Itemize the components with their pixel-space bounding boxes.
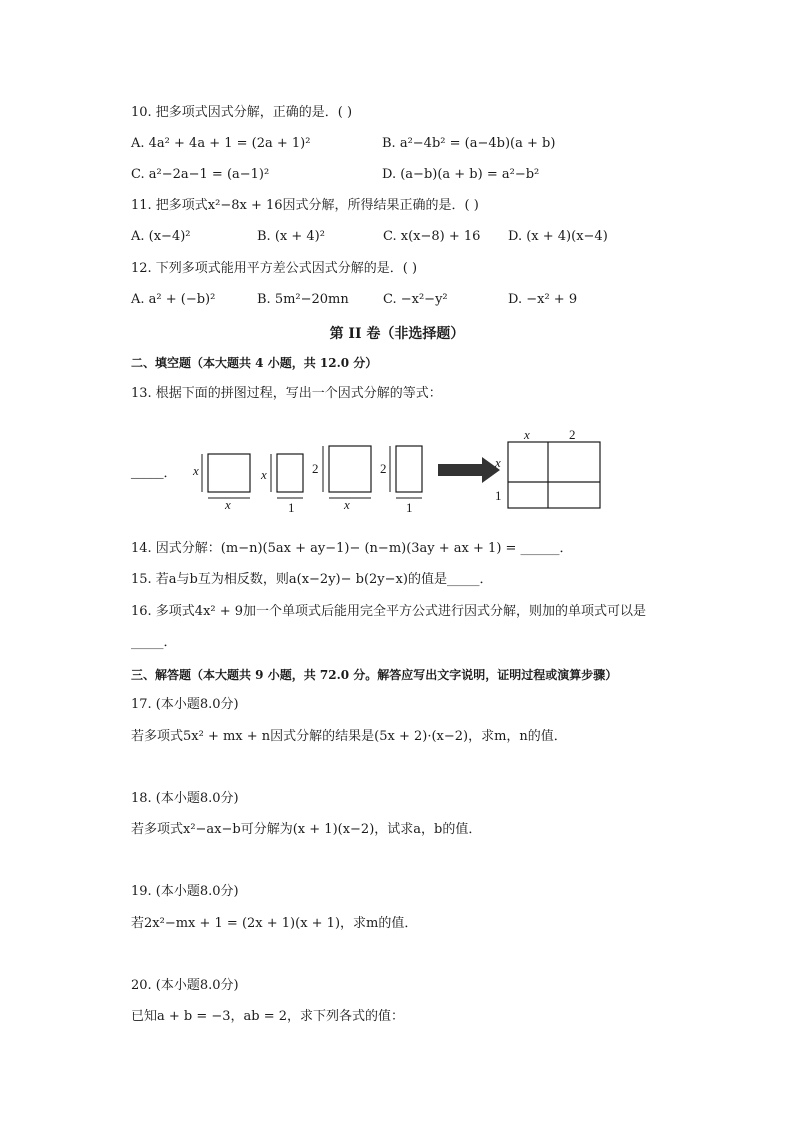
dim-label-2: 2 <box>312 461 319 476</box>
q11-option-b: B. (x + 4)² <box>257 229 325 244</box>
q10-option-b: B. a²−4b² = (a−4b)(a + b) <box>382 136 556 151</box>
rect-2-by-1 <box>396 446 422 492</box>
q11-option-d: D. (x + 4)(x−4) <box>508 229 608 244</box>
q12-option-b: B. 5m²−20mn <box>257 292 349 307</box>
q12-option-d: D. −x² + 9 <box>508 292 578 307</box>
dim-label-x: x <box>261 467 267 482</box>
dim-label-1: 1 <box>406 500 413 515</box>
side-label-x: x <box>495 455 501 470</box>
q19-body: 若2x²−mx + 1 = (2x + 1)(x + 1)，求m的值． <box>131 916 418 931</box>
q16-stem: 16. 多项式4x² + 9加一个单项式后能用完全平方公式进行因式分解，则加的单项式可以是 <box>131 604 647 619</box>
q15-stem: 15. 若a与b互为相反数，则a(x−2y)− b(2y−x)的值是_____． <box>131 572 493 587</box>
q20-body: 已知a + b = −3，ab = 2，求下列各式的值： <box>131 1009 405 1024</box>
q18-body: 若多项式x²−ax−b可分解为(x + 1)(x−2)，试求a，b的值． <box>131 822 482 837</box>
side-label-1: 1 <box>495 488 502 503</box>
q17-body: 若多项式5x² + mx + n因式分解的结果是(5x + 2)·(x−2)，求m，n的值． <box>131 729 567 744</box>
q13-puzzle-figure <box>0 420 794 520</box>
q11-option-c: C. x(x−8) + 16 <box>383 229 481 244</box>
q19-heading: 19. (本小题8.0分) <box>131 884 239 899</box>
top-label-x: x <box>524 427 530 442</box>
dim-label-x: x <box>344 497 350 512</box>
part2-title: 第 II 卷（非选择题） <box>329 326 465 342</box>
rect-x-by-1 <box>277 454 303 492</box>
q10-option-a: A. 4a² + 4a + 1 = (2a + 1)² <box>131 136 311 151</box>
dim-label-2: 2 <box>380 461 387 476</box>
q17-heading: 17. (本小题8.0分) <box>131 697 239 712</box>
section3-heading: 三、解答题（本大题共 9 小题，共 72.0 分。解答应写出文字说明，证明过程或演算步骤） <box>131 668 618 682</box>
dim-label-x: x <box>193 463 199 478</box>
section2-heading: 二、填空题（本大题共 4 小题，共 12.0 分） <box>131 356 378 370</box>
q16-blank: _____． <box>131 635 177 650</box>
dim-label-1: 1 <box>288 500 295 515</box>
q18-heading: 18. (本小题8.0分) <box>131 791 239 806</box>
q13-blank: _____． <box>131 465 177 480</box>
q10-stem: 10. 把多项式因式分解，正确的是．( ) <box>131 105 353 120</box>
top-label-2: 2 <box>569 427 576 442</box>
q12-stem: 12. 下列多项式能用平方差公式因式分解的是．( ) <box>131 261 418 276</box>
dim-label-x: x <box>225 497 231 512</box>
q10-option-d: D. (a−b)(a + b) = a²−b² <box>382 167 540 182</box>
q12-option-c: C. −x²−y² <box>383 292 448 307</box>
rect-2-by-x <box>329 446 371 492</box>
q11-stem: 11. 把多项式x²−8x + 16因式分解，所得结果正确的是．( ) <box>131 198 479 213</box>
q11-option-a: A. (x−4)² <box>131 229 191 244</box>
square-x-by-x <box>208 454 250 492</box>
q12-option-a: A. a² + (−b)² <box>131 292 216 307</box>
combined-rectangle <box>508 442 600 508</box>
right-arrow-icon <box>438 457 500 483</box>
q13-stem: 13. 根据下面的拼图过程，写出一个因式分解的等式： <box>131 386 442 401</box>
q14-stem: 14. 因式分解：(m−n)(5ax + ay−1)− (n−m)(3ay + ax + 1) = ______． <box>131 541 573 556</box>
q20-heading: 20. (本小题8.0分) <box>131 978 239 993</box>
q10-option-c: C. a²−2a−1 = (a−1)² <box>131 167 270 182</box>
